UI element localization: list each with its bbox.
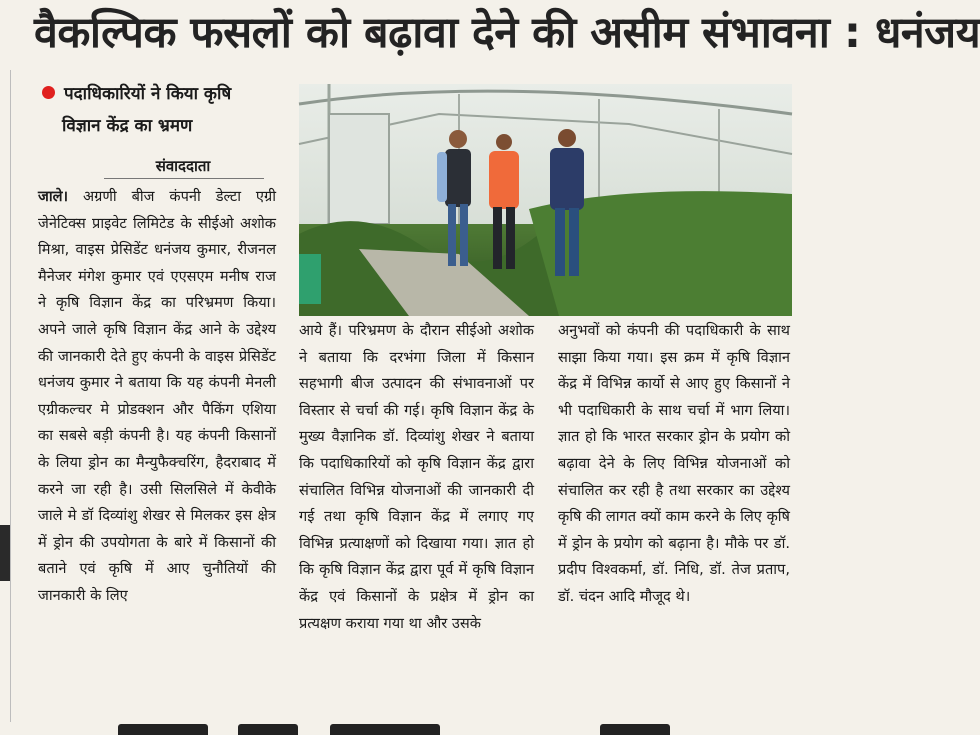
next-headline-cutoff: [0, 722, 802, 735]
adjacent-column-block: [0, 525, 10, 581]
article-column-3: अनुभवों को कंपनी की पदाधिकारी के साथ साझा किया गया। इस क्रम में कृषि विज्ञान केंद्र में विभिन्न कार्यो से आए हुए किसानों ने भी पदाधिकारी के साथ चर्चा में भाग लिया। ज्ञात हो कि भारत सरकार ड्रोन के प्रयोग को बढ़ावा देने के लिए विभिन्न योजनाओं को संचालित कर रही है तथा सरकार का उद्देश्य कृषि की लागत क्यों काम करने के लिए कृषि में ड्रोन के प्रयोग को बढ़ाना है। मौके पर डॉ. प्रदीप विश्वकर्मा, डॉ. निधि, डॉ. तेज प्रताप, डॉ. चंदन आदि मौजूद थे।: [558, 322, 790, 605]
byline-rule: [104, 178, 264, 179]
news-photo: [299, 84, 792, 316]
headline: वैकल्पिक फसलों को बढ़ावा देने की असीम संभावना : धनंजय: [34, 8, 980, 58]
subheadline-line-2: विज्ञान केंद्र का भ्रमण: [62, 116, 193, 136]
dateline: जाले।: [38, 188, 69, 205]
byline: संवाददाता: [155, 157, 211, 175]
subheadline: [38, 78, 298, 142]
greenhouse-photo-illustration: [299, 84, 792, 316]
article-column-2: आये हैं। परिभ्रमण के दौरान सीईओ अशोक ने बताया कि दरभंगा जिला में किसान सहभागी बीज उत्पादन की संभावनाओं पर विस्तार से चर्चा की गई। कृषि विज्ञान केंद्र के मुख्य वैज्ञानिक डॉ. दिव्यांशु शेखर ने बताया कि पदाधिकारियों को कृषि विज्ञान केंद्र द्वारा संचालित विभिन्न योजनाओं की जानकारी दी गई तथा कृषि विज्ञान केंद्र में लगाए गए विभिन्न प्रत्याक्षणों को दिखाया गया। ज्ञात हो कि कृषि विज्ञान केंद्र द्वारा पूर्व में कृषि विज्ञान केंद्र एवं किसानों के प्रक्षेत्र में ड्रोन का प्रत्यक्षण कराया गया था और उसके: [299, 322, 534, 632]
subheadline-line-1: पदाधिकारियों ने किया कृषि: [64, 84, 232, 104]
column-1-text: अग्रणी बीज कंपनी डेल्टा एग्री जेनेटिक्स प्राइवेट लिमिटेड के सीईओ अशोक मिश्रा, वाइस प्रेसिडेंट धनंजय कुमार, रीजनल मैनेजर मंगेश कुमार एवं एएसएम मनीष राज ने कृषि विज्ञान केंद्र का परिभ्रमण किया। अपने जाले कृषि विज्ञान केंद्र आने के उद्देश्य की जानकारी देते हुए कंपनी के वाइस प्रेसिडेंट धनंजय कुमार ने बताया कि यह कंपनी मेनली एग्रीकल्चर मे प्रोडक्शन और पैकिंग एशिया का सबसे बड़ी कंपनी है। यह कंपनी किसानों के लिया ड्रोन का मैन्युफैक्चरिंग, हैदराबाद में करने जा रही है। उसी सिलसिले में केवीके जाले मे डॉ दिव्यांशु शेखर से मिलकर इस क्षेत्र में ड्रोन की उपयोगता के बारे में किसानों की बताने एवं कृषि में आए चुनौतियों की जानकारी के लिए: [38, 188, 276, 604]
adjacent-column-edge: [0, 70, 11, 735]
article-column-1: [38, 184, 276, 610]
